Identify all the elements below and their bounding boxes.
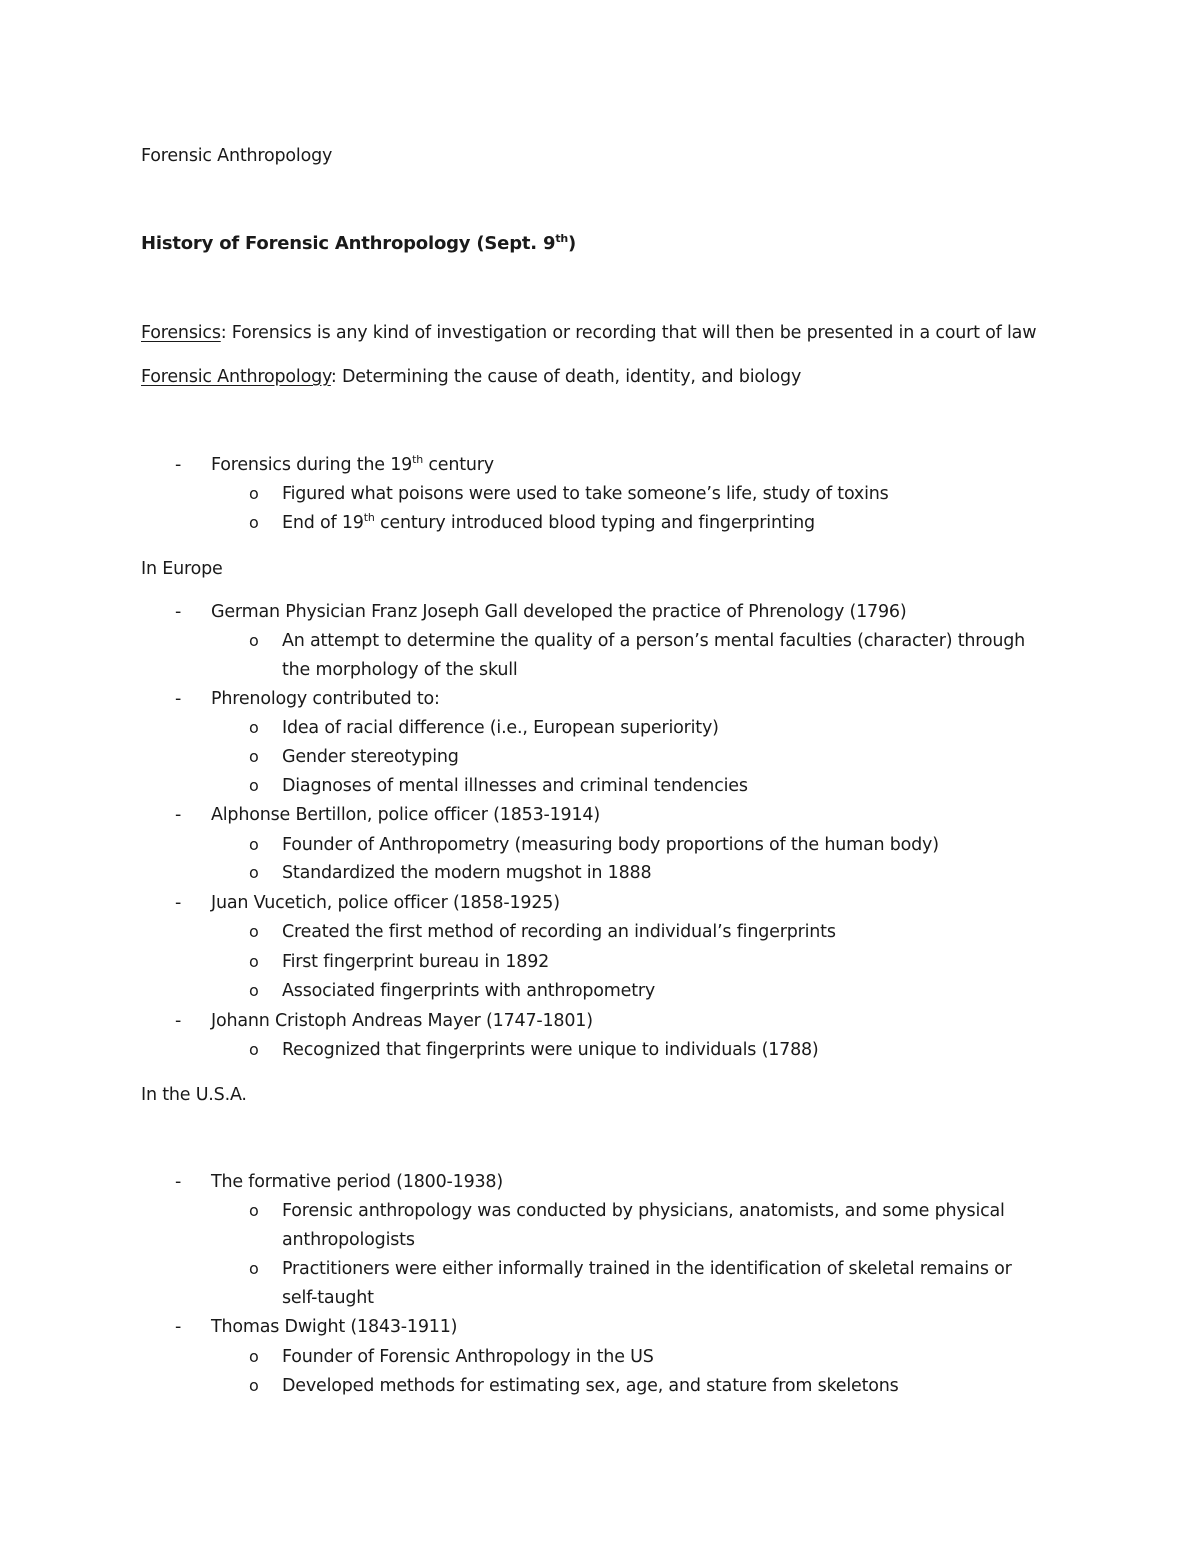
section-label-usa: In the U.S.A. (141, 1085, 247, 1105)
sub-list-item: Developed methods for estimating sex, age, and stature from skeletons (282, 1376, 899, 1396)
sub-list-item: Founder of Anthropometry (measuring body proportions of the human body) (282, 835, 939, 855)
sub-list-item: Standardized the modern mugshot in 1888 (282, 863, 652, 883)
definition-forensic-anthropology (141, 366, 801, 388)
list-item (211, 454, 494, 476)
definition-term: Forensics (141, 323, 221, 343)
list-item: Juan Vucetich, police officer (1858-1925) (211, 893, 560, 913)
dash-bullet: - (175, 1172, 182, 1192)
item-text: End of 19 (282, 513, 364, 533)
sub-list-item-continuation: the morphology of the skull (282, 660, 518, 680)
section-heading (141, 233, 576, 255)
sub-list-item: Diagnoses of mental illnesses and criminal tendencies (282, 776, 748, 796)
sub-list-item: Associated fingerprints with anthropometry (282, 981, 656, 1001)
list-item: The formative period (1800-1938) (211, 1172, 503, 1192)
circle-bullet: o (249, 1347, 259, 1366)
circle-bullet: o (249, 981, 259, 1000)
sub-list-item: Figured what poisons were used to take someone’s life, study of toxins (282, 484, 889, 504)
item-text-tail: century introduced blood typing and fingerprinting (374, 513, 815, 533)
dash-bullet: - (175, 689, 182, 709)
definition-text: : Determining the cause of death, identity, and biology (330, 367, 802, 387)
sub-list-item: An attempt to determine the quality of a person’s mental faculties (character) through (282, 631, 1026, 651)
circle-bullet: o (249, 484, 259, 503)
sub-list-item: Founder of Forensic Anthropology in the US (282, 1347, 654, 1367)
circle-bullet: o (249, 922, 259, 941)
dash-bullet: - (175, 455, 182, 475)
sub-list-item: Created the first method of recording an individual’s fingerprints (282, 922, 836, 942)
item-sup: th (412, 453, 423, 467)
circle-bullet: o (249, 863, 259, 882)
document-title: Forensic Anthropology (141, 146, 333, 166)
sub-list-item: Idea of racial difference (i.e., European superiority) (282, 718, 719, 738)
circle-bullet: o (249, 1259, 259, 1278)
circle-bullet: o (249, 776, 259, 795)
item-sup: th (363, 511, 375, 525)
circle-bullet: o (249, 1040, 259, 1059)
sub-list-item: First fingerprint bureau in 1892 (282, 952, 550, 972)
sub-list-item: Recognized that fingerprints were unique to individuals (1788) (282, 1040, 819, 1060)
heading-sup: th (555, 232, 569, 245)
definition-term: Forensic Anthropology (141, 367, 331, 387)
circle-bullet: o (249, 747, 259, 766)
dash-bullet: - (175, 602, 182, 622)
heading-tail: ) (568, 233, 577, 254)
circle-bullet: o (249, 1376, 259, 1395)
section-label-europe: In Europe (141, 559, 223, 579)
sub-list-item: Practitioners were either informally trained in the identification of skeletal remains or (282, 1259, 1012, 1279)
dash-bullet: - (175, 1011, 182, 1031)
sub-list-item-continuation: anthropologists (282, 1230, 415, 1250)
heading-text: History of Forensic Anthropology (Sept. 9 (141, 233, 556, 254)
circle-bullet: o (249, 952, 259, 971)
dash-bullet: - (175, 805, 182, 825)
item-text-tail: century (422, 455, 494, 475)
circle-bullet: o (249, 631, 259, 650)
sub-list-item: Gender stereotyping (282, 747, 459, 767)
sub-list-item: Forensic anthropology was conducted by physicians, anatomists, and some physical (282, 1201, 1005, 1221)
circle-bullet: o (249, 835, 259, 854)
definition-forensics (141, 322, 1036, 344)
dash-bullet: - (175, 1317, 182, 1337)
circle-bullet: o (249, 513, 259, 532)
list-item: Phrenology contributed to: (211, 689, 440, 709)
circle-bullet: o (249, 1201, 259, 1220)
sub-list-item-continuation: self-taught (282, 1288, 374, 1308)
list-item: Alphonse Bertillon, police officer (1853-1914) (211, 805, 600, 825)
list-item: Johann Cristoph Andreas Mayer (1747-1801) (211, 1011, 593, 1031)
circle-bullet: o (249, 718, 259, 737)
dash-bullet: - (175, 893, 182, 913)
list-item: Thomas Dwight (1843-1911) (211, 1317, 458, 1337)
item-text: Forensics during the 19 (211, 455, 413, 475)
definition-text: : Forensics is any kind of investigation or recording that will then be presented in a court of law (220, 323, 1037, 343)
list-item: German Physician Franz Joseph Gall developed the practice of Phrenology (1796) (211, 602, 907, 622)
sub-list-item (282, 512, 815, 534)
